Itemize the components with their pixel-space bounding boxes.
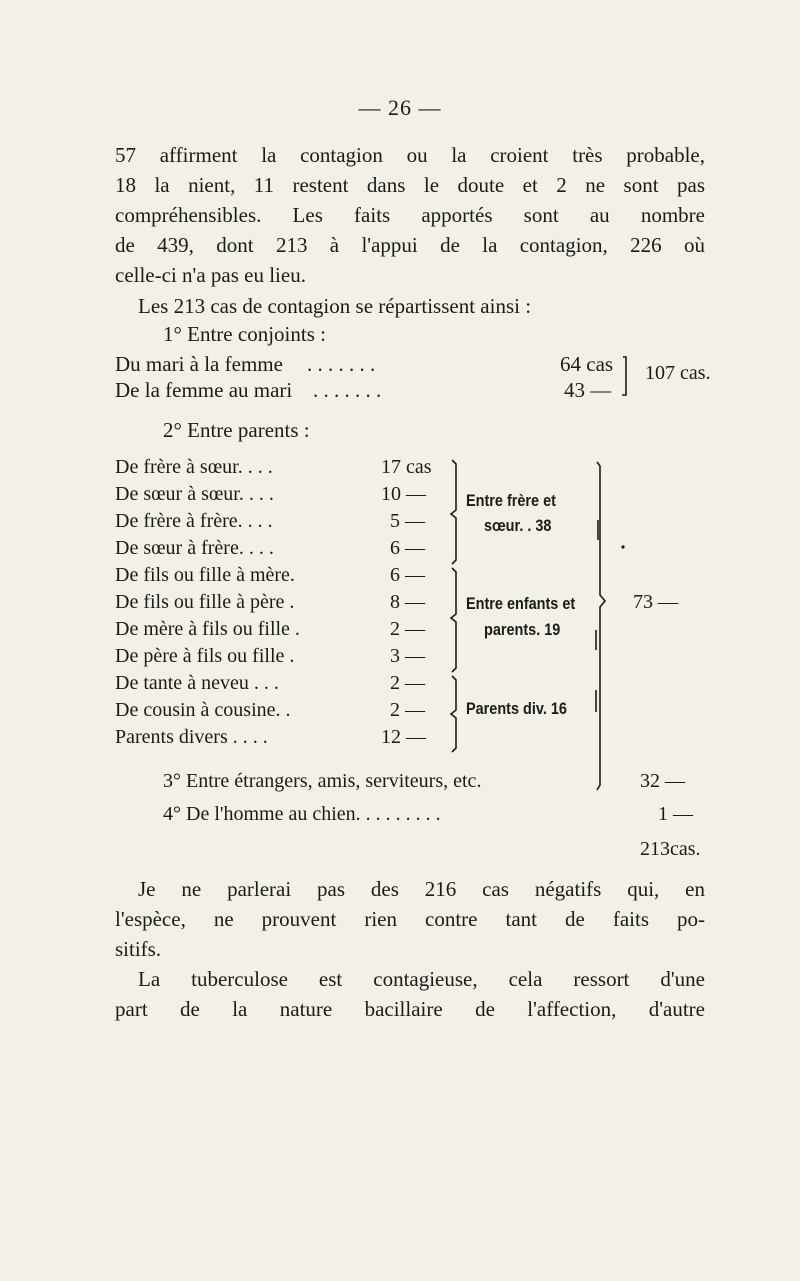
parent-row-label: De sœur à frère. . . . (115, 537, 274, 559)
section1-row-label: Du mari à la femme (115, 352, 283, 376)
parent-row-value: 8 — (390, 591, 425, 613)
section1-row-dots: . . . . . . . (307, 352, 376, 376)
parent-row-value: 2 — (390, 699, 425, 721)
intro-line: de 439, dont 213 à l'appui de la contagion, 226 où (115, 233, 705, 257)
parent-row-label: De frère à sœur. . . . (115, 456, 273, 478)
section1-row-dots: . . . . . . . (313, 378, 382, 402)
section2-total: 73 — (633, 591, 678, 613)
parent-row-label: De sœur à sœur. . . . (115, 483, 274, 505)
group-label: Parents div. 16 (466, 699, 567, 718)
parent-row-label: De cousin à cousine. . (115, 699, 291, 721)
parent-row-label: Parents divers . . . . (115, 726, 268, 748)
group-label: sœur. . 38 (484, 516, 552, 535)
parent-row-label: De frère à frère. . . . (115, 510, 273, 532)
repartition-line: Les 213 cas de contagion se répartissent ainsi : (138, 294, 532, 318)
parent-row-label: De père à fils ou fille . (115, 645, 295, 667)
closing-line: part de la nature bacillaire de l'affection, d'autre (115, 997, 705, 1021)
closing-line: sitifs. (115, 937, 162, 961)
parent-row-value: 5 — (390, 510, 425, 532)
section3-label: 3° Entre étrangers, amis, serviteurs, etc. (163, 770, 482, 792)
closing-line: l'espèce, ne prouvent rien contre tant de faits po- (115, 907, 705, 931)
grand-total: 213cas. (640, 838, 701, 860)
group-label: Entre frère et (466, 491, 556, 510)
section1-row-label: De la femme au mari (115, 378, 293, 402)
section1-heading: 1° Entre conjoints : (163, 322, 326, 346)
intro-line: compréhensibles. Les faits apportés sont au nombre (115, 203, 705, 227)
section1-total: 107 cas. (645, 362, 711, 384)
parent-row-value: 12 — (381, 726, 426, 748)
parent-row-value: 2 — (390, 618, 425, 640)
parent-row-label: De fils ou fille à mère. (115, 564, 295, 586)
section3-value: 32 — (640, 770, 685, 792)
parent-row-value: 17 cas (381, 456, 432, 478)
section1-row-value: 64 cas (560, 352, 614, 376)
group-label: parents. 19 (484, 620, 561, 639)
parent-row-value: 10 — (381, 483, 426, 505)
section4-value: 1 — (658, 803, 693, 825)
parent-row-label: De tante à neveu . . . (115, 672, 279, 694)
parent-row-value: 6 — (390, 564, 425, 586)
parent-row-value: 3 — (390, 645, 425, 667)
intro-line: 57 affirment la contagion ou la croient très probable, (115, 143, 705, 167)
parent-row-label: De mère à fils ou fille . (115, 618, 300, 640)
parent-row-value: 2 — (390, 672, 425, 694)
section2-heading: 2° Entre parents : (163, 418, 310, 442)
page-number: — 26 — (358, 95, 442, 120)
intro-line: celle-ci n'a pas eu lieu. (115, 263, 306, 287)
section4-label: 4° De l'homme au chien. . . . . . . . . (163, 803, 441, 825)
closing-line: La tuberculose est contagieuse, cela ressort d'une (138, 967, 705, 991)
parent-row-value: 6 — (390, 537, 425, 559)
closing-line: Je ne parlerai pas des 216 cas négatifs qui, en (138, 877, 705, 901)
parent-row-label: De fils ou fille à père . (115, 591, 295, 613)
section1-row-value: 43 — (564, 378, 612, 402)
intro-line: 18 la nient, 11 restent dans le doute et 2 ne sont pas (115, 173, 705, 197)
group-label: Entre enfants et (466, 594, 576, 613)
